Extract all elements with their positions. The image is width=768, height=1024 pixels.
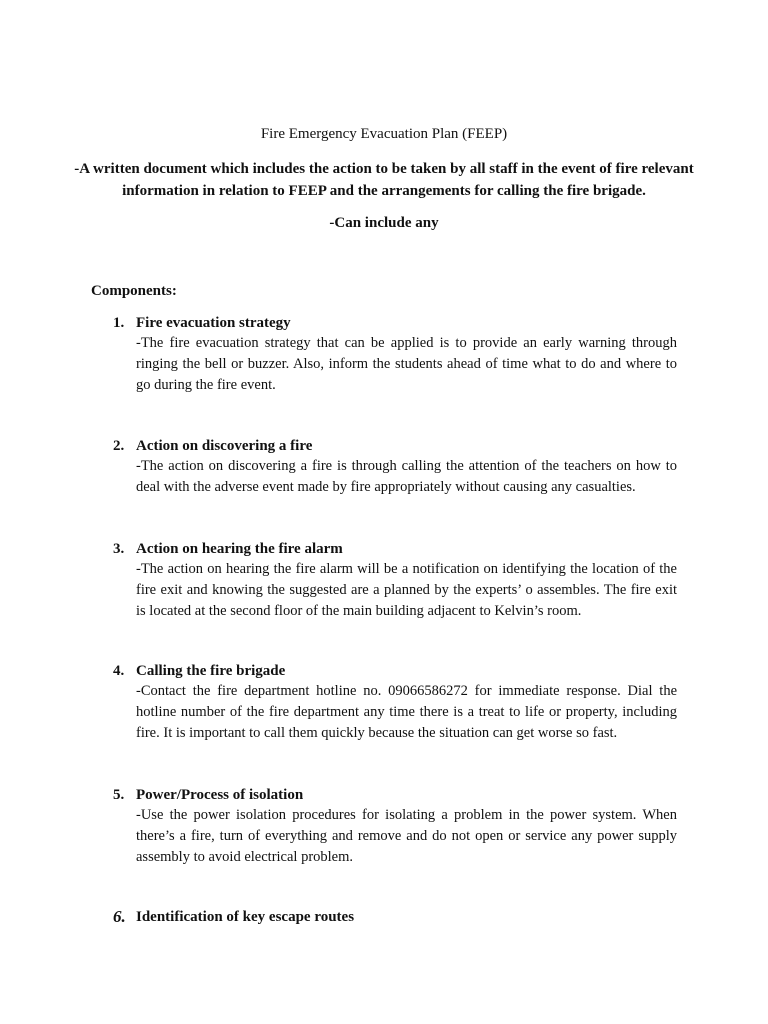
item-heading: Identification of key escape routes bbox=[136, 909, 355, 925]
item-number: 3. bbox=[113, 541, 125, 557]
intro-paragraph-2: -Can include any bbox=[329, 215, 439, 231]
item-number: 1. bbox=[113, 315, 125, 331]
list-item bbox=[113, 436, 677, 498]
components-heading: Components: bbox=[91, 283, 177, 299]
item-number: 6. bbox=[113, 907, 126, 926]
item-number: 4. bbox=[113, 663, 125, 679]
item-number: 5. bbox=[113, 787, 125, 803]
item-heading: Fire evacuation strategy bbox=[136, 315, 291, 331]
item-number: 2. bbox=[113, 438, 125, 454]
item-heading: Action on discovering a fire bbox=[136, 438, 313, 454]
list-item bbox=[113, 539, 677, 622]
item-body: -Contact the fire department hotline no. 09066586272 for immediate response. Dial the hotline number of the fire department any time there is a treat to life or property, including fire. It is important to call them quickly because the situation can get worse so fast. bbox=[136, 683, 677, 741]
item-body: -The action on hearing the fire alarm will be a notification on identifying the location of the fire exit and knowing the suggested are a planned by the experts’ o assembles. The fire exit is located at the second floor of the main building adjacent to Kelvin’s room. bbox=[136, 561, 677, 619]
list-item bbox=[113, 661, 677, 744]
document-title: Fire Emergency Evacuation Plan (FEEP) bbox=[260, 126, 508, 142]
item-body: -The fire evacuation strategy that can be applied is to provide an early warning through ringing the bell or buzzer. Also, inform the students ahead of time what to do and where to go during the fire event. bbox=[136, 335, 677, 393]
item-heading: Calling the fire brigade bbox=[136, 663, 286, 679]
item-body: -The action on discovering a fire is through calling the attention of the teachers on how to deal with the adverse event made by fire appropriately without causing any casualties. bbox=[136, 458, 677, 495]
item-heading: Power/Process of isolation bbox=[136, 787, 304, 803]
list-item bbox=[113, 313, 677, 396]
list-item bbox=[113, 785, 677, 868]
intro-paragraph: -A written document which includes the action to be taken by all staff in the event of fire relevant information in relation to FEEP and the arrangements for calling the fire brigade. bbox=[74, 161, 694, 199]
item-heading: Action on hearing the fire alarm bbox=[136, 541, 343, 557]
item-body: -Use the power isolation procedures for isolating a problem in the power system. When there’s a fire, turn of everything and remove and do not open or service any power supply assembly to avoid electrical problem. bbox=[136, 807, 677, 865]
list-item bbox=[113, 907, 677, 927]
